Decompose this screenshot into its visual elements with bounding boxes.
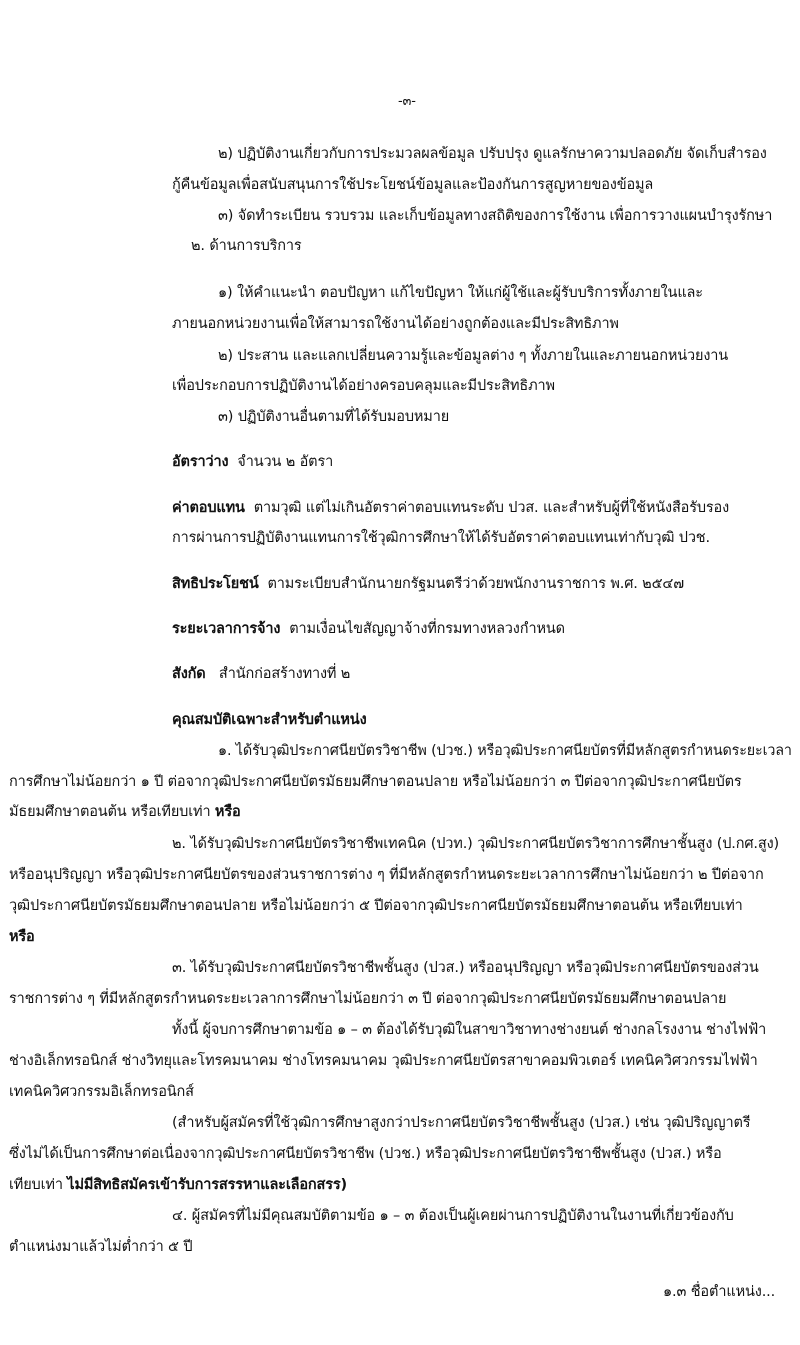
exception-line-2: ซึ่งไม่ได้เป็นการศึกษาต่อเนื่องจากวุฒิประกาศนียบัตรวิชาชีพ (ปวช.) หรือวุฒิประกาศนียบัตรวิชาชีพชั้นสูง (ปวส.) หรือ bbox=[9, 1146, 722, 1162]
qualifications-heading: คุณสมบัติเฉพาะสำหรับตำแหน่ง bbox=[172, 712, 367, 728]
service-item-2-line-1: ๒) ประสาน และแลกเปลี่ยนความรู้และข้อมูลต่าง ๆ ทั้งภายในและภายนอกหน่วยงาน bbox=[218, 348, 729, 364]
service-heading: ๒. ด้านการบริการ bbox=[191, 238, 302, 254]
qualification-2-line-2: หรืออนุปริญญา หรือวุฒิประกาศนียบัตรของส่วนราชการต่าง ๆ ที่มีหลักสูตรกำหนดระยะเวลาการศึกษาไม่น้อยกว่า ๒ ปีต่อจาก bbox=[9, 867, 764, 883]
qualification-3-line-2: ราชการต่าง ๆ ที่มีหลักสูตรกำหนดระยะเวลาการศึกษาไม่น้อยกว่า ๓ ปี ต่อจากวุฒิประกาศนียบัตรมัธยมศึกษาตอนปลาย bbox=[9, 991, 727, 1007]
qualification-2-line-1: ๒. ได้รับวุฒิประกาศนียบัตรวิชาชีพเทคนิค (ปวท.) วุฒิประกาศนียบัตรวิชาการศึกษาชั้นสูง (ป.กศ.สูง) bbox=[172, 836, 780, 852]
compensation-label: ค่าตอบแทน bbox=[172, 500, 245, 516]
note-line-2: ช่างอิเล็กทรอนิกส์ ช่างวิทยุและโทรคมนาคม ช่างโทรคมนาคม วุฒิประกาศนียบัตรสาขาคอมพิวเตอร์ เทคนิควิศวกรรมไฟฟ้า bbox=[9, 1053, 758, 1069]
exception-line-3-plain: เทียบเท่า bbox=[9, 1177, 63, 1193]
benefits-label: สิทธิประโยชน์ bbox=[172, 576, 259, 592]
service-item-2-line-2: เพื่อประกอบการปฏิบัติงานได้อย่างครอบคลุมและมีประสิทธิภาพ bbox=[172, 378, 555, 394]
vacancy-row bbox=[172, 451, 333, 473]
qualification-1-line-3 bbox=[9, 801, 241, 823]
compensation-text: ตามวุฒิ แต่ไม่เกินอัตราค่าตอบแทนระดับ ปวส. และสำหรับผู้ที่ใช้หนังสือรับรอง bbox=[253, 500, 730, 516]
service-item-1-line-1: ๑) ให้คำแนะนำ ตอบปัญหา แก้ไขปัญหา ให้แก่ผู้ใช้และผู้รับบริการทั้งภายในและ bbox=[218, 285, 703, 301]
service-item-1-line-2: ภายนอกหน่วยงานเพื่อให้สามารถใช้งานได้อย่างถูกต้องและมีประสิทธิภาพ bbox=[172, 316, 619, 332]
compensation-line-2: การผ่านการปฏิบัติงานแทนการใช้วุฒิการศึกษาให้ได้รับอัตราค่าตอบแทนเท่ากับวุฒิ ปวช. bbox=[172, 530, 710, 546]
duty-item-2-line-2: กู้คืนข้อมูลเพื่อสนับสนุนการใช้ประโยชน์ข้อมูลและป้องกันการสูญหายของข้อมูล bbox=[172, 177, 654, 193]
duty-item-3: ๓) จัดทำระเบียน รวบรวม และเก็บข้อมูลทางสถิติของการใช้งาน เพื่อการวางแผนบำรุงรักษา bbox=[218, 208, 773, 224]
qualification-1-line-3-text: มัธยมศึกษาตอนต้น หรือเทียบเท่า bbox=[9, 804, 211, 820]
compensation-line-1 bbox=[172, 497, 729, 519]
exception-line-3-bold: ไม่มีสิทธิสมัครเข้ารับการสรรหาและเลือกสรร) bbox=[67, 1177, 348, 1193]
employment-period-row bbox=[172, 618, 565, 640]
continuation-marker: ๑.๓ ชื่อตำแหน่ง... bbox=[663, 1284, 776, 1300]
or-word-2: หรือ bbox=[9, 929, 35, 945]
note-line-1: ทั้งนี้ ผู้จบการศึกษาตามข้อ ๑ – ๓ ต้องได้รับวุฒิในสาขาวิชาทางช่างยนต์ ช่างกลโรงงาน ช่างไฟฟ้า bbox=[172, 1022, 767, 1038]
vacancy-value: จำนวน ๒ อัตรา bbox=[237, 454, 334, 470]
qualification-1-line-2: การศึกษาไม่น้อยกว่า ๑ ปี ต่อจากวุฒิประกาศนียบัตรมัธยมศึกษาตอนปลาย หรือไม่น้อยกว่า ๓ ปีต่อจากวุฒิประกาศนียบัตร bbox=[9, 774, 742, 790]
qualification-1-line-1: ๑. ได้รับวุฒิประกาศนียบัตรวิชาชีพ (ปวช.) หรือวุฒิประกาศนียบัตรที่มีหลักสูตรกำหนดระยะเวลา bbox=[218, 743, 792, 759]
qualification-4-line-1: ๔. ผู้สมัครที่ไม่มีคุณสมบัติตามข้อ ๑ – ๓ ต้องเป็นผู้เคยผ่านการปฏิบัติงานในงานที่เกี่ยวข้องกับ bbox=[172, 1208, 734, 1224]
service-item-3: ๓) ปฏิบัติงานอื่นตามที่ได้รับมอบหมาย bbox=[218, 409, 450, 425]
employment-period-label: ระยะเวลาการจ้าง bbox=[172, 621, 281, 637]
employment-period-value: ตามเงื่อนไขสัญญาจ้างที่กรมทางหลวงกำหนด bbox=[289, 621, 565, 637]
affiliation-value: สำนักก่อสร้างทางที่ ๒ bbox=[218, 666, 351, 682]
note-line-3: เทคนิควิศวกรรมอิเล็กทรอนิกส์ bbox=[9, 1084, 194, 1100]
or-word: หรือ bbox=[214, 804, 241, 820]
benefits-value: ตามระเบียบสำนักนายกรัฐมนตรีว่าด้วยพนักงานราชการ พ.ศ. ๒๕๔๗ bbox=[267, 576, 684, 592]
affiliation-row bbox=[172, 663, 350, 685]
affiliation-label: สังกัด bbox=[172, 666, 206, 682]
page-number: -๓- bbox=[398, 94, 416, 109]
qualification-3-line-1: ๓. ได้รับวุฒิประกาศนียบัตรวิชาชีพชั้นสูง (ปวส.) หรืออนุปริญญา หรือวุฒิประกาศนียบัตรของส่วน bbox=[172, 960, 759, 976]
qualification-2-line-3: วุฒิประกาศนียบัตรมัธยมศึกษาตอนปลาย หรือไม่น้อยกว่า ๕ ปีต่อจากวุฒิประกาศนียบัตรมัธยมศึกษาตอนต้น หรือเทียบเท่า bbox=[9, 898, 743, 914]
qualification-4-line-2: ตำแหน่งมาแล้วไม่ต่ำกว่า ๕ ปี bbox=[9, 1239, 193, 1255]
exception-line-3 bbox=[9, 1174, 347, 1196]
exception-line-1: (สำหรับผู้สมัครที่ใช้วุฒิการศึกษาสูงกว่าประกาศนียบัตรวิชาชีพชั้นสูง (ปวส.) เช่น วุฒิปริญญาตรี bbox=[172, 1115, 751, 1131]
vacancy-label: อัตราว่าง bbox=[172, 454, 229, 470]
benefits-row bbox=[172, 573, 684, 595]
duty-item-2-line-1: ๒) ปฏิบัติงานเกี่ยวกับการประมวลผลข้อมูล ปรับปรุง ดูแลรักษาความปลอดภัย จัดเก็บสำรอง bbox=[218, 146, 767, 162]
